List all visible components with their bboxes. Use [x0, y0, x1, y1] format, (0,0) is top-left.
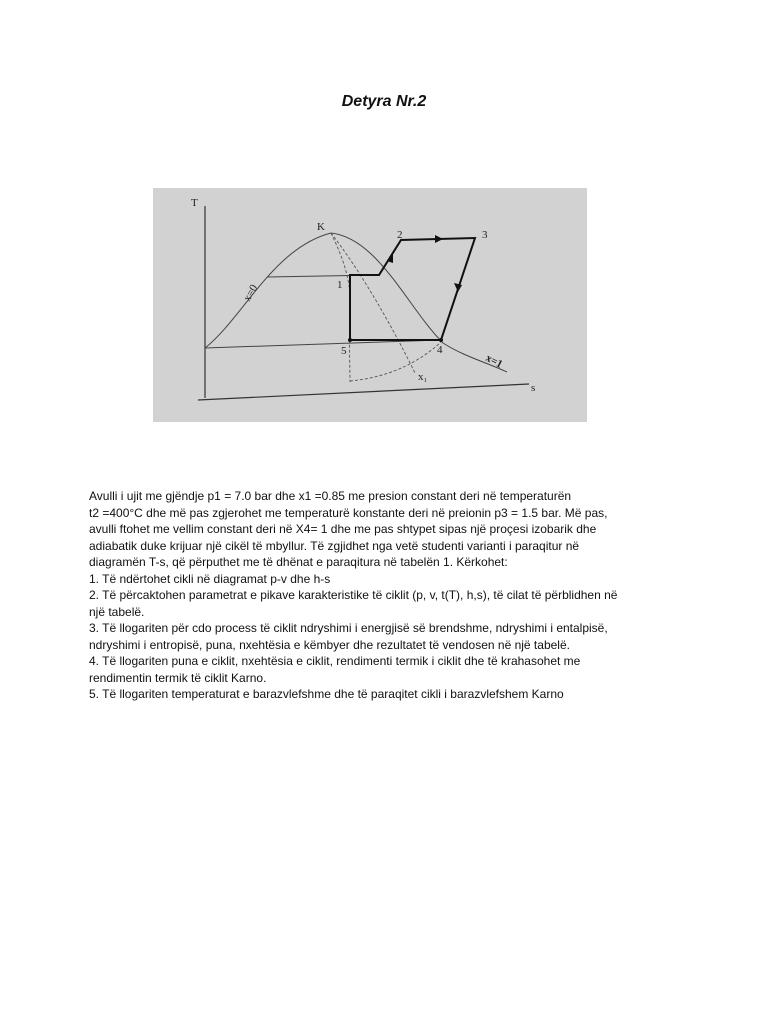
page-title: Detyra Nr.2 [341, 93, 427, 110]
task-item-2: 2. Të përcaktohen parametrat e pikave karakteristike të ciklit (p, v, t(T), h,s), të cilat të përblidhen në [89, 588, 618, 602]
arrow-2-3 [435, 235, 443, 243]
x1-curve [350, 342, 441, 381]
text-line: adiabatik duke krijuar një cikël të mbyllur. Të zgjidhet nga vetë studenti varianti i paraqitur në [89, 538, 580, 553]
s-axis-label: s [531, 382, 536, 394]
point-1-label: 1 [337, 279, 343, 291]
text-line: Avulli i ujit me gjëndje p1 = 7.0 bar dhe x1 =0.85 me presion constant deri në temperaturën [89, 489, 572, 503]
text-line: t2 =400°C dhe më pas zgjerohet me temperaturë konstante deri në preionin p3 = 1.5 bar. Më pas, [89, 505, 608, 520]
point-2-label: 2 [397, 229, 403, 241]
curve-x1-saturation-label: x=1 [483, 352, 505, 371]
task-item-4: 4. Të llogariten puna e ciklit, nxehtësia e ciklit, rendimenti termik i ciklit dhe të krahasohet me [89, 654, 581, 668]
point-5-label: 5 [341, 345, 347, 357]
point-3-label: 3 [482, 229, 488, 241]
s-axis [198, 384, 529, 400]
point-4-dot [439, 338, 443, 342]
text-line: avulli ftohet me vellim constant deri në X4= 1 dhe me pas shtypet sipas një proçesi izobarik dhe [89, 522, 597, 536]
curve-x0-label: x=0 [241, 282, 261, 304]
point-4-label: 4 [437, 344, 443, 356]
task-item-1: 1. Të ndërtohet cikli në diagramat p-v dhe h-s [89, 571, 331, 586]
task-item-3-cont: ndryshimi i entropisë, puna, nxehtësia e këmbyer dhe rezultatet të vendosen në një tabelë. [89, 637, 570, 652]
arrow-3-4 [454, 283, 462, 292]
saturated-vapor-curve [331, 233, 507, 372]
t-axis-label: T [191, 197, 198, 209]
text-line: diagramën T-s, që përputhet me të dhënat e paraqitura në tabelën 1. Kërkohet: [89, 555, 508, 569]
t-s-diagram-svg [153, 188, 587, 422]
task-item-5: 5. Të llogariten temperaturat e barazvlefshme dhe të paraqitet cikli i barazvlefshem Karno [89, 687, 564, 701]
task-item-4-cont: rendimentin termik të ciklit Karno. [89, 670, 267, 685]
point-k-label: K [317, 221, 325, 233]
task-item-3: 3. Të llogariten për cdo process të ciklit ndryshimi i energjisë së brendshme, ndryshimi i entalpisë, [89, 621, 608, 635]
assignment-text [89, 488, 689, 703]
point-5-dot [348, 338, 352, 342]
task-item-2-cont: një tabelë. [89, 604, 145, 619]
t-s-diagram [153, 188, 587, 422]
curve-x1-label: x₁ [418, 371, 428, 383]
isobar-lower [205, 340, 441, 348]
saturated-liquid-curve [205, 233, 331, 348]
